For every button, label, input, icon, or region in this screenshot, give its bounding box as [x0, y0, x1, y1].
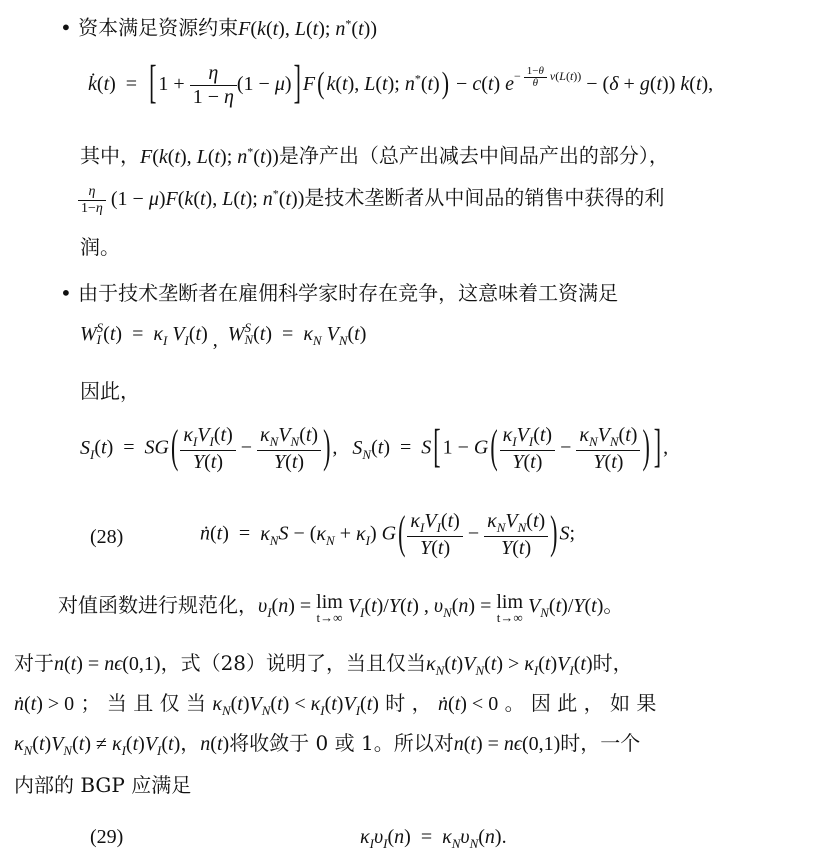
bullet-text: • 资本满足资源约束 — [60, 15, 239, 40]
equation-n-dot: ṅ(t) = $\kappa_NS - (\kappa_N + \kappa_I)$ G( $\frac{\kappa_IV_I(t)}{Y(t)}$ − $\frac{\kappa_NV_N(t)}{Y(t)}$ ) S; — [200, 505, 576, 559]
equation-scientist-allocation: $S_I(t) = SG$( $\frac{\kappa_IV_I(t)}{Y(t)}$ − $\frac{\kappa_NV_N(t)}{Y(t)}$ ) , $S_N(t) = S$[ 1 − G( $\frac{\kappa_IV_I(t)}{Y(t)}$ − $\frac{\kappa_NV_N(t)}{Y(t)}$ ) ] , — [80, 419, 669, 473]
paragraph-profit-end: 润。 — [80, 235, 120, 259]
equation-bgp: $\kappa_I\upsilon_I(n) = \kappa_N\upsilon_N(n)$. — [360, 826, 507, 851]
equation-number-29: (29) — [90, 826, 124, 848]
paragraph-bgp: 内部的 BGP 应满足 — [14, 773, 192, 797]
equation-number-28: (28) — [90, 526, 124, 548]
paragraph-net-output: 其中，F(k(t), L(t); n*(t))是净产出（总产出减去中间品产出的部分）， — [80, 143, 669, 168]
paragraph-normalization: 对值函数进行规范化，$\upsilon_I(n)$ = lim t→∞ $V_I(t)/Y(t)$ , $\upsilon_N(n)$ = lim t→∞ $V_N(t)/Y(t)$。 — [58, 591, 624, 625]
bullet-wage-condition: • 由于技术垄断者在雇佣科学家时存在竞争，这意味着工资满足 — [60, 281, 619, 305]
equation-capital-accumulation: k̇(t) = [ 1 + $\frac{\eta}{1 - \eta}$ (1 − μ)] F( k(t), L(t); n*(t)) − c(t) $e^{- \frac{1-\theta}{\theta} \nu(L(t))} - (\delta + g(t))$ k(t), — [88, 55, 714, 109]
paragraph-condition-line1: 对于n(t) = nϵ(0,1)，式（28）说明了，当且仅当$\kappa_N(t)V_N(t) > \kappa_I(t)V_I(t)$时， — [14, 651, 633, 678]
paragraph-profit-line: $\frac{\eta}{1-\eta}$ (1 − μ)F(k(t), L(t); n*(t))是技术垄断者从中间品的销售中获得的利 — [78, 180, 664, 217]
equation-wages: W S I $(t) = \kappa_I$ $V_I(t)$ , W S N $(t) = \kappa_N$ $V_N(t)$ — [80, 320, 367, 351]
bullet-resource-constraint: • 资本满足资源约束F(k(t), L(t); n*(t)) — [60, 15, 377, 40]
paragraph-condition-line3: $\kappa_N(t)V_N(t) \ne \kappa_I(t)V_I(t)$，n(t)将收敛于 0 或 1。所以对n(t) = nϵ(0,1)时，一个 — [14, 731, 641, 758]
paragraph-condition-line2: ṅ(t) > 0 ； 当 且 仅 当 $\kappa_N(t)V_N(t) < \kappa_I(t)V_I(t)$ 时 ， ṅ(t) < 0 。 因 此 ， 如 果 — [14, 691, 657, 718]
paragraph-therefore: 因此， — [80, 379, 140, 403]
